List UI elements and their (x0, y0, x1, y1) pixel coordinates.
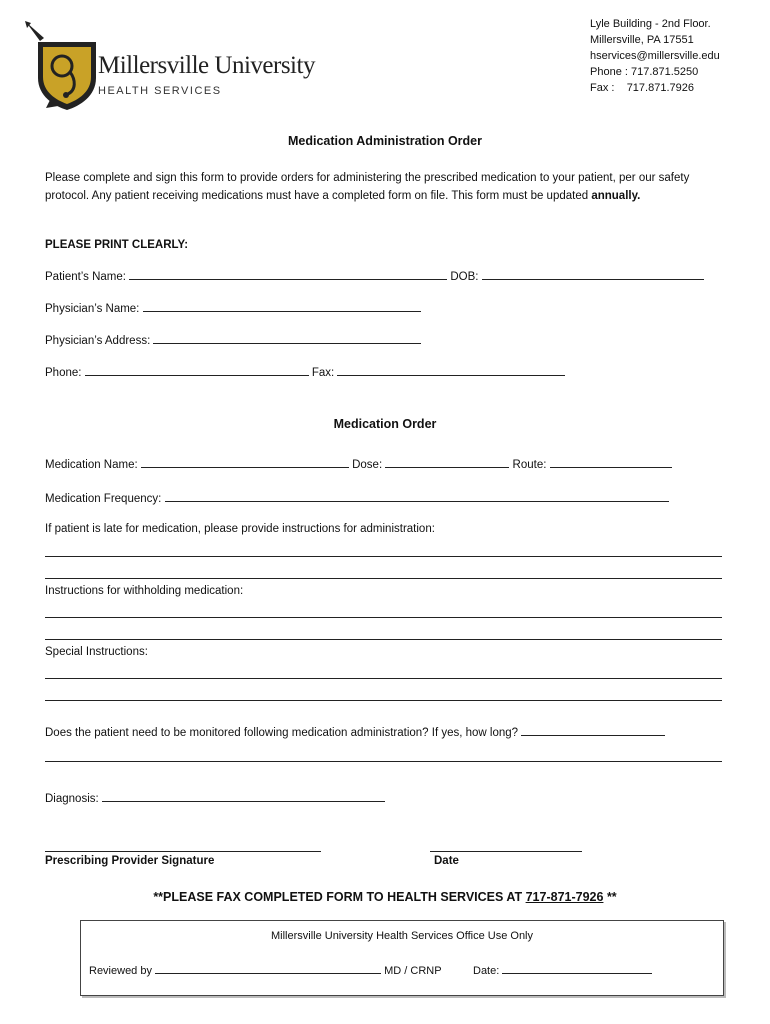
office-date-row (473, 961, 652, 977)
diagnosis-row (45, 789, 385, 805)
reviewed-row (89, 961, 442, 977)
phone-fax-row (45, 363, 565, 379)
physician-name-row (45, 299, 421, 315)
phone-field[interactable] (85, 363, 309, 376)
university-name: Millersville University (98, 52, 315, 79)
monitor-field[interactable] (521, 723, 665, 736)
fax-label: Fax: (311, 367, 335, 379)
late-line-1[interactable] (45, 556, 722, 557)
date-line[interactable] (430, 851, 582, 852)
phone-number: 717.871.5250 (630, 66, 699, 78)
med-order-title: Medication Order (333, 417, 437, 431)
email[interactable]: hservices@millersville.edu (590, 50, 720, 62)
date-label: Date (434, 855, 459, 867)
withhold-line-1[interactable] (45, 617, 722, 618)
withhold-line-2[interactable] (45, 639, 722, 640)
form-title: Medication Administration Order (287, 134, 482, 148)
physician-name-field[interactable] (143, 299, 421, 312)
physician-address-field[interactable] (153, 331, 421, 344)
intro-text: Please complete and sign this form to provide orders for administering the prescribed medication to your patient, per our safety protocol. Any patient receiving medications must have a completed form on file. This form must be updated annually. (45, 172, 690, 202)
dept-name: HEALTH SERVICES (98, 85, 222, 97)
fax-field[interactable] (337, 363, 565, 376)
office-date-field[interactable] (502, 961, 652, 974)
dob-label: DOB: (450, 271, 479, 283)
logo (22, 20, 102, 112)
fax-notice: **PLEASE FAX COMPLETED FORM TO HEALTH SERVICES AT 717-871-7926 ** (153, 890, 617, 904)
phone-row: Phone : 717.871.5250 (590, 66, 699, 78)
route-field[interactable] (550, 455, 672, 468)
shield-stethoscope-icon (22, 20, 102, 112)
fax-row: Fax : 717.871.7926 (590, 82, 694, 94)
office-use-title: Millersville University Health Services Office Use Only (270, 930, 534, 942)
print-clearly: PLEASE PRINT CLEARLY: (45, 239, 189, 251)
fax-notice-number[interactable]: 717-871-7926 (525, 890, 604, 904)
special-line-1[interactable] (45, 678, 722, 679)
address-block (590, 16, 720, 96)
dose-label: Dose: (352, 459, 383, 471)
patient-name-row (45, 267, 704, 283)
patient-name-field[interactable] (129, 267, 447, 280)
med-name-row (45, 455, 672, 471)
physician-name-label: Physician’s Name: (45, 303, 140, 315)
dob-field[interactable] (482, 267, 704, 280)
intro-bold: annually. (591, 190, 641, 202)
monitor-line[interactable] (45, 761, 722, 762)
reviewed-by-label: Reviewed by (89, 965, 152, 977)
diagnosis-label: Diagnosis: (45, 793, 99, 805)
med-name-field[interactable] (141, 455, 349, 468)
diagnosis-field[interactable] (102, 789, 385, 802)
physician-address-row (45, 331, 421, 347)
withhold-label: Instructions for withholding medication: (45, 585, 244, 597)
frequency-row (45, 489, 669, 505)
office-date-label: Date: (473, 965, 500, 977)
late-line-2[interactable] (45, 578, 722, 579)
med-name-label: Medication Name: (45, 459, 138, 471)
address-line1: Lyle Building - 2nd Floor. (590, 18, 711, 30)
monitor-label: Does the patient need to be monitored following medication administration? If yes, how long? (45, 727, 519, 739)
fax-number: 717.871.7926 (626, 82, 694, 94)
address-line2: Millersville, PA 17551 (590, 34, 694, 46)
phone-label: Phone: (45, 367, 82, 379)
signature-label: Prescribing Provider Signature (45, 855, 215, 867)
frequency-field[interactable] (165, 489, 669, 502)
late-label: If patient is late for medication, please provide instructions for administration: (45, 523, 435, 535)
office-use-box (80, 920, 724, 996)
route-label: Route: (512, 459, 547, 471)
physician-address-label: Physician’s Address: (45, 335, 151, 347)
frequency-label: Medication Frequency: (45, 493, 162, 505)
md-crnp: MD / CRNP (384, 965, 442, 977)
reviewed-by-field[interactable] (155, 961, 381, 974)
signature-line[interactable] (45, 851, 321, 852)
special-label: Special Instructions: (45, 646, 148, 658)
special-line-2[interactable] (45, 700, 722, 701)
monitor-row (45, 723, 665, 739)
patient-name-label: Patient’s Name: (45, 271, 126, 283)
dose-field[interactable] (385, 455, 509, 468)
